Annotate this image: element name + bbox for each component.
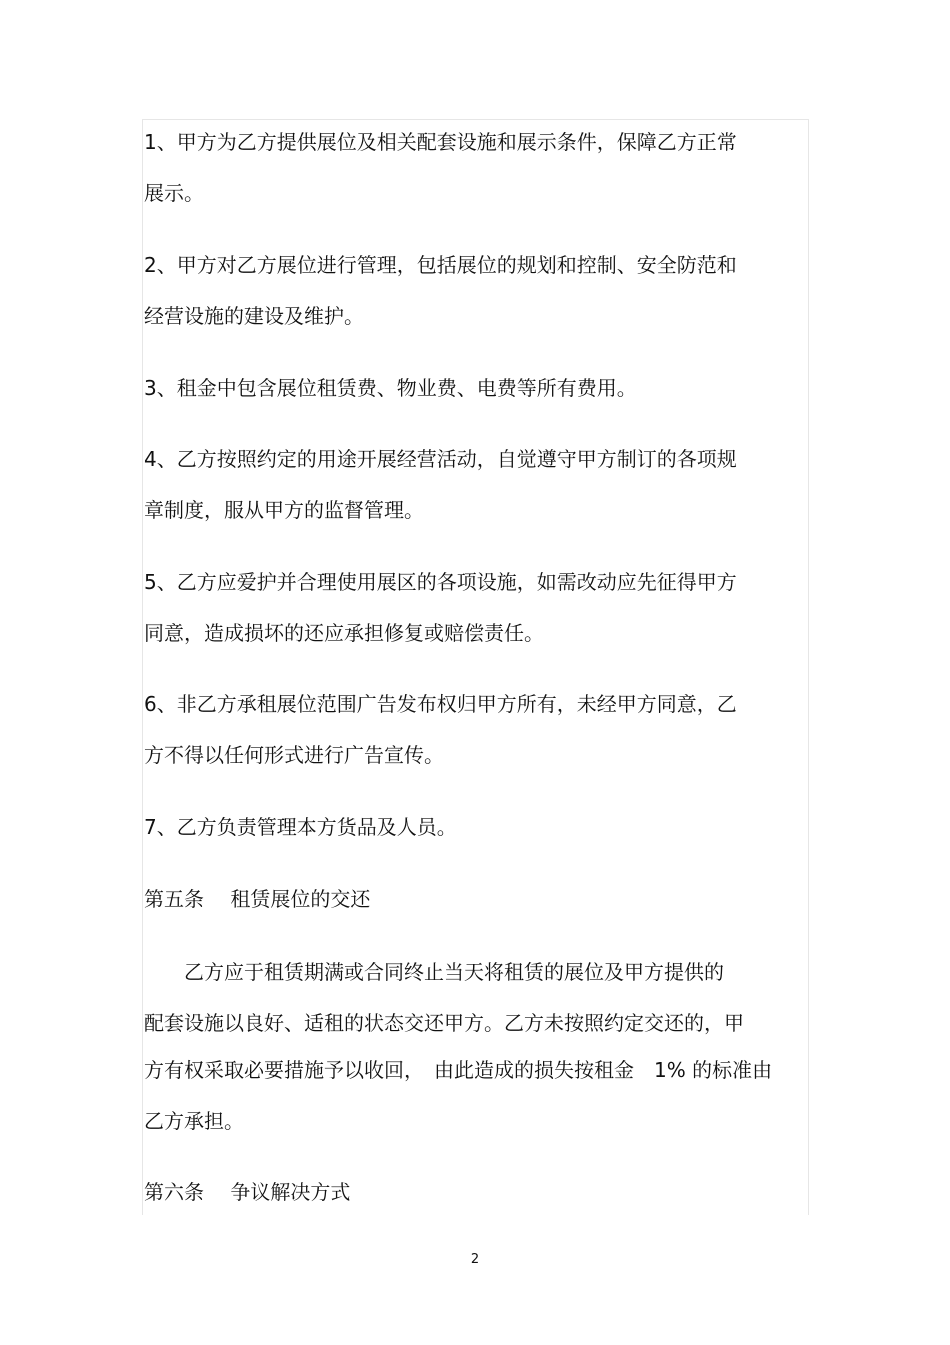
- article-6-heading: 第六条 争议解决方式: [144, 1180, 351, 1204]
- clause-1-line-2: 展示。: [144, 181, 204, 205]
- page-number: 2: [470, 1252, 480, 1267]
- article-5-paragraph-line-2: 配套设施以良好、适租的状态交还甲方。乙方未按照约定交还的，甲: [144, 1011, 744, 1035]
- clause-2-line-2: 经营设施的建设及维护。: [144, 304, 364, 328]
- article-5-heading: 第五条 租赁展位的交还: [144, 887, 371, 911]
- clause-6-line-2: 方不得以任何形式进行广告宣传。: [144, 743, 444, 767]
- clause-3-line-1: 3、租金中包含展位租赁费、物业费、电费等所有费用。: [144, 376, 637, 400]
- clause-1-line-1: 1、甲方为乙方提供展位及相关配套设施和展示条件，保障乙方正常: [144, 130, 737, 154]
- clause-6-line-1: 6、非乙方承租展位范围广告发布权归甲方所有，未经甲方同意，乙: [144, 692, 737, 716]
- clause-7-line-1: 7、乙方负责管理本方货品及人员。: [144, 815, 457, 839]
- article-5-paragraph-line-4: 乙方承担。: [144, 1109, 244, 1133]
- article-5-paragraph-line-3: 方有权采取必要措施予以收回， 由此造成的损失按租金 1% 的标准由: [144, 1058, 773, 1082]
- clause-5-line-2: 同意，造成损坏的还应承担修复或赔偿责任。: [144, 621, 544, 645]
- clause-4-line-2: 章制度，服从甲方的监督管理。: [144, 498, 424, 522]
- clause-4-line-1: 4、乙方按照约定的用途开展经营活动，自觉遵守甲方制订的各项规: [144, 447, 737, 471]
- clause-5-line-1: 5、乙方应爱护并合理使用展区的各项设施，如需改动应先征得甲方: [144, 570, 737, 594]
- page-content-frame: [142, 119, 809, 1215]
- clause-2-line-1: 2、甲方对乙方展位进行管理，包括展位的规划和控制、安全防范和: [144, 253, 737, 277]
- article-5-paragraph-line-1: 乙方应于租赁期满或合同终止当天将租赁的展位及甲方提供的: [144, 960, 724, 984]
